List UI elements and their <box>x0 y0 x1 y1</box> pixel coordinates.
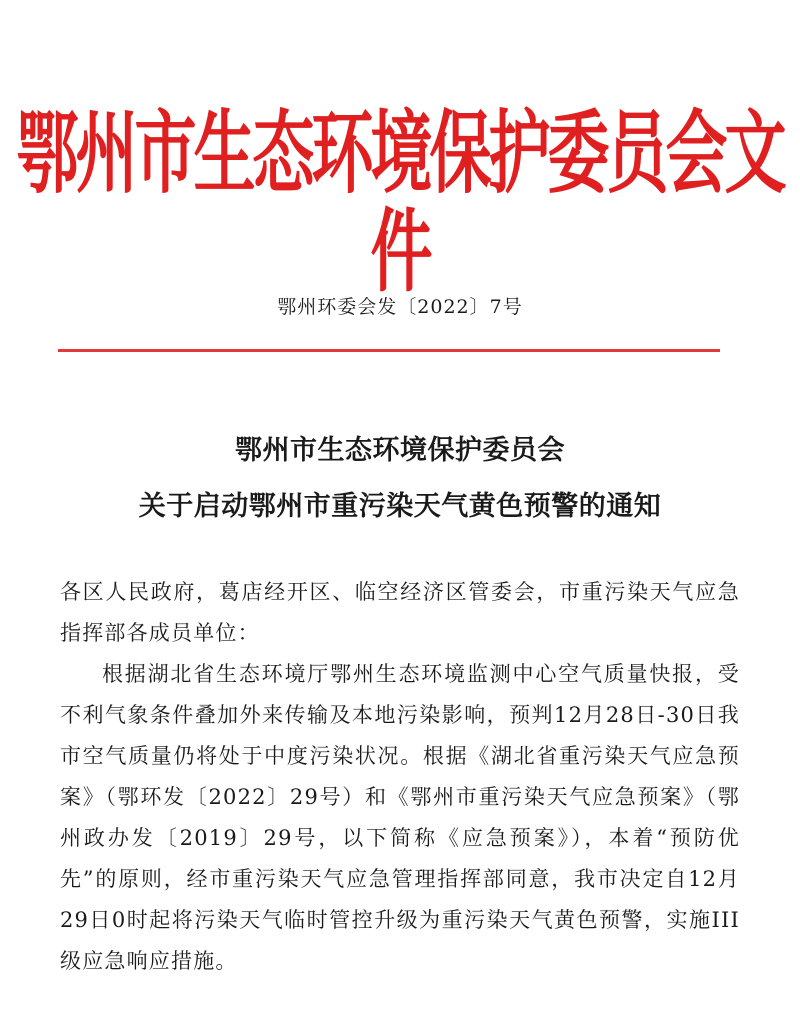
red-divider-line <box>58 349 720 352</box>
document-body <box>60 572 740 982</box>
notice-title-line1: 鄂州市生态环境保护委员会 <box>235 435 565 466</box>
document-number: 鄂州环委会发〔2022〕7号 <box>277 296 523 318</box>
salutation: 各区人民政府，葛店经开区、临空经济区管委会，市重污染天气应急指挥部各成员单位： <box>60 580 740 645</box>
masthead-title: 鄂州市生态环境保护委员会文件 <box>16 99 784 305</box>
notice-title-line2: 关于启动鄂州市重污染天气黄色预警的通知 <box>138 491 662 522</box>
body-paragraph: 根据湖北省生态环境厅鄂州生态环境监测中心空气质量快报，受不利气象条件叠加外来传输及本地污染影响，预判12月28日-30日我市空气质量仍将处于中度污染状况。根据《湖北省重污染天气应急预案》（鄂环发〔2022〕29号）和《鄂州市重污染天气应急预案》（鄂州政办发〔2019〕29号，以下简称《应急预案》），本着“预防优先”的原则，经市重污染天气应急管理指挥部同意，我市决定自12月29日0时起将污染天气临时管控升级为重污染天气黄色预警，实施III级应急响应措施。 <box>60 662 740 973</box>
